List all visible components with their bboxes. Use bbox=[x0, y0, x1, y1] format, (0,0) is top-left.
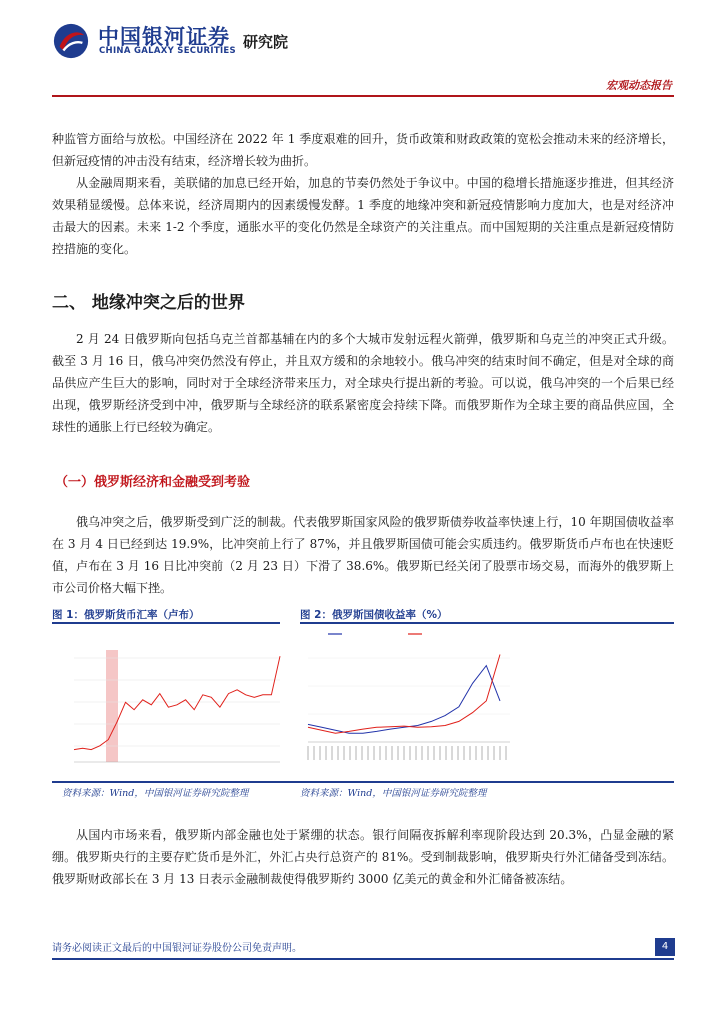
figure-1-title: 图 1：俄罗斯货币汇率（卢布） bbox=[52, 609, 200, 621]
subsection-body bbox=[52, 511, 674, 599]
chart-2-gridlines bbox=[308, 658, 510, 742]
figure-2-chart bbox=[300, 628, 520, 778]
closing-body bbox=[52, 824, 674, 890]
figure-2-title: 图 2：俄罗斯国债收益率（%） bbox=[300, 609, 448, 621]
page-number: 4 bbox=[655, 938, 675, 956]
logo-english-name: CHINA GALAXY SECURITIES bbox=[99, 46, 236, 56]
institute-label: 研究院 bbox=[243, 33, 289, 51]
chart-1-series-line bbox=[74, 656, 280, 749]
intro-text bbox=[52, 128, 674, 260]
subsection-heading: （一）俄罗斯经济和金融受到考验 bbox=[55, 475, 251, 490]
closing-paragraph: 从国内市场来看，俄罗斯内部金融也处于紧绷的状态。银行间隔夜拆解利率现阶段达到 20.3%，凸显金融的紧绷。俄罗斯央行的主要存贮货币是外汇，外汇占央行总资产的 81%。受到制裁影响，俄罗斯央行外汇储备受到冻结。俄罗斯财政部长在 3 月 13 日表示金融制裁使得俄罗斯约 3000 亿美元的黄金和外汇储备被冻结。 bbox=[52, 828, 674, 886]
footer-disclaimer: 请务必阅读正文最后的中国银河证券股份公司免责声明。 bbox=[52, 943, 302, 954]
section-heading: 二、 地缘冲突之后的世界 bbox=[52, 293, 245, 313]
chart-1-gridlines bbox=[74, 658, 280, 746]
chart-1-shaded-region bbox=[106, 650, 118, 762]
header-divider bbox=[52, 95, 674, 97]
chart-2-series-2-line bbox=[308, 655, 500, 734]
galaxy-logo-icon bbox=[52, 22, 90, 60]
figure-2-top-rule bbox=[300, 622, 674, 624]
report-type: 宏观动态报告 bbox=[606, 79, 672, 92]
subsection-paragraph: 俄乌冲突之后，俄罗斯受到广泛的制裁。代表俄罗斯国家风险的俄罗斯债券收益率快速上行，10 年期国债收益率在 3 月 4 日已经到达 19.9%，比冲突前上行了 87%，并且俄罗斯国债可能会实质违约。俄罗斯货币卢布也在快速贬值，卢布在 3 月 16 日比冲突前（2 月 23 日）下滑了 38.6%。俄罗斯已经关闭了股票市场交易，而海外的俄罗斯上市公司价格大幅下挫。 bbox=[52, 515, 674, 595]
chart-2-series-1-line bbox=[308, 666, 500, 734]
figure-1-chart bbox=[60, 628, 282, 776]
logo-chinese-name: 中国银河证券 bbox=[98, 25, 230, 49]
intro-paragraph-2: 从金融周期来看，美联储的加息已经开始，加息的节奏仍然处于争议中。中国的稳增长措施逐步推进，但其经济效果稍显缓慢。总体来说，经济周期内的因素缓慢发酵。1 季度的地缘冲突和新冠疫情影响力度加大，也是对经济冲击最大的因素。未来 1-2 个季度，通胀水平的变化仍然是全球资产的关注重点。而中国短期的关注重点是新冠疫情防控措施的变化。 bbox=[52, 176, 674, 256]
intro-paragraph-1: 种监管方面给与放松。中国经济在 2022 年 1 季度艰难的回升，货币政策和财政政策的宽松会推动未来的经济增长，但新冠疫情的冲击没有结束，经济增长较为曲折。 bbox=[52, 132, 674, 168]
figures-bottom-rule bbox=[52, 781, 674, 783]
figure-1-top-rule bbox=[52, 622, 280, 624]
figure-1-source: 资料来源：Wind，中国银河证券研究院整理 bbox=[62, 788, 249, 799]
section-paragraph: 2 月 24 日俄罗斯向包括乌克兰首都基辅在内的多个大城市发射远程火箭弹，俄罗斯和乌克兰的冲突正式升级。截至 3 月 16 日，俄乌冲突仍然没有停止，并且双方缓和的余地较小。俄乌冲突的结束时间不确定，但是对全球的商品供应产生巨大的影响，同时对于全球经济带来压力，对全球央行提出新的考验。可以说，俄乌冲突的一个后果已经出现，俄罗斯经济受到中冲，俄罗斯与全球经济的联系紧密度会持续下降。而俄罗斯作为全球主要的商品供应国，全球性的通胀上行已经较为确定。 bbox=[52, 332, 674, 434]
section-body bbox=[52, 328, 674, 438]
figure-2-source: 资料来源：Wind，中国银河证券研究院整理 bbox=[300, 788, 487, 799]
footer-divider bbox=[52, 958, 674, 960]
chart-2-x-tick-marks bbox=[308, 746, 506, 760]
